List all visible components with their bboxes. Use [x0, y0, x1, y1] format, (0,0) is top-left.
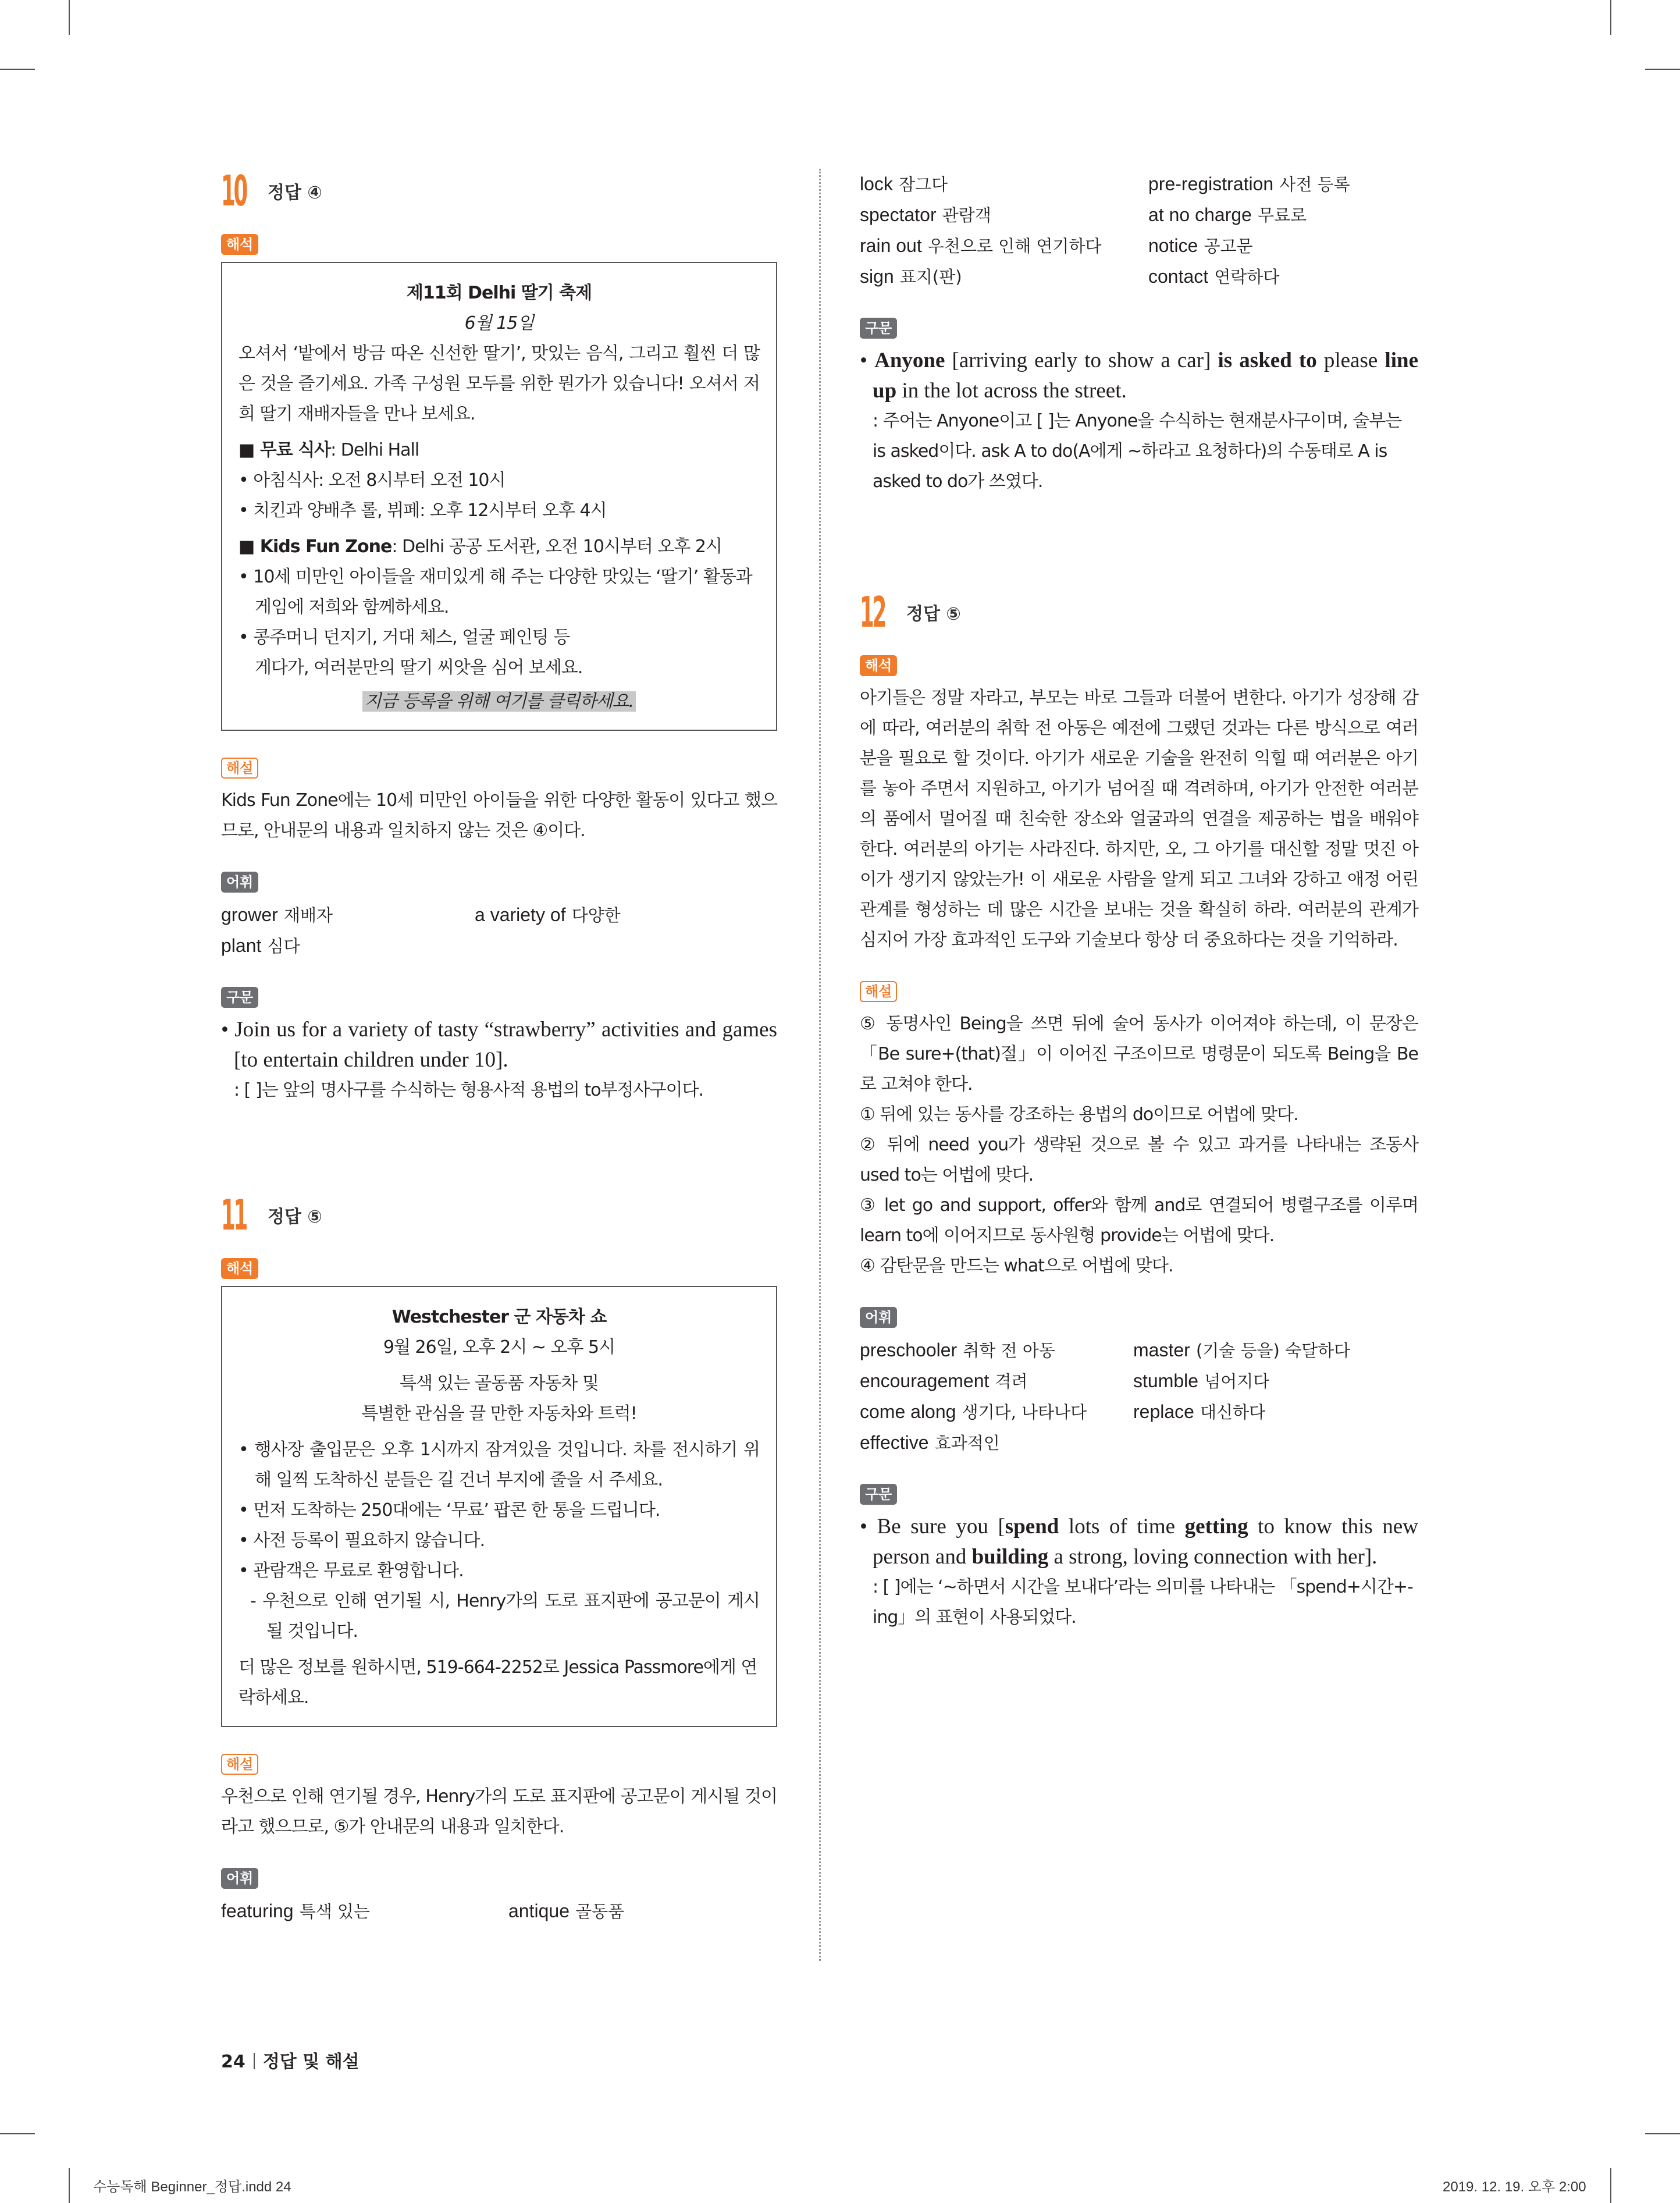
q10-syntax-note: : [ ]는 앞의 명사구를 수식하는 형용사적 용법의 to부정사구이다.	[234, 1080, 703, 1100]
left-column	[221, 166, 777, 1952]
q10-notice-title: 제11회 Delhi 딸기 축제	[406, 283, 592, 303]
q12-explanation-tag: 해설	[860, 981, 897, 1002]
q11-notice-item: • 행사장 출입문은 오후 1시까지 잠겨있을 것입니다. 차를 전시하기 위해 일찍 도착하신 분들은 길 건너 부지에 줄을 서 주세요.	[239, 1440, 760, 1490]
q10-zone-heading: ■ Kids Fun Zone: Delhi 공공 도서관, 오전 10시부터 오후 2시	[239, 536, 722, 557]
crop-mark	[1645, 2133, 1680, 2134]
q12-translation-tag: 해석	[860, 655, 897, 676]
q11-notice-title: Westchester 군 자동차 쇼	[391, 1307, 607, 1327]
q10-notice-intro: 오셔서 ‘밭에서 방금 따온 신선한 딸기’, 맛있는 음식, 그리고 훨씬 더 많은 것을 즐기세요. 가족 구성원 모두를 위한 뭔가가 있습니다! 오셔서 저희 딸기 재배자들을 만나 보세요.	[239, 343, 760, 424]
q11-notice-box	[221, 1286, 777, 1727]
q10-zone-extra: 게다가, 여러분만의 딸기 씨앗을 심어 보세요.	[255, 658, 583, 678]
q12-explanation	[860, 1009, 1418, 1281]
q11-syntax-note: : 주어는 Anyone이고 [ ]는 Anyone을 수식하는 현재분사구이며, 술부는 is asked이다. ask A to do(A에게 ~하라고 요청하다)의 수동태로 A is asked to do가 쓰였다.	[873, 411, 1402, 492]
q11-syntax-sentence: • Anyone [arriving early to show a car] is asked to please line up in the lot across the street.	[860, 349, 1418, 403]
crop-mark	[1610, 0, 1611, 35]
q12-syntax	[860, 1512, 1418, 1633]
footer-section: 정답 및 해설	[262, 2052, 360, 2072]
q10-zone-item: • 10세 미만인 아이들을 재미있게 해 주는 다양한 맛있는 ‘딸기’ 활동과 게임에 저희와 함께하세요.	[239, 567, 752, 617]
q11-notice-subtitle: 특색 있는 골동품 자동차 및	[400, 1373, 599, 1394]
q12-explanation-line: ① 뒤에 있는 동사를 강조하는 용법의 do이므로 어법에 맞다.	[860, 1104, 1298, 1125]
q10-meal-item: • 아침식사: 오전 8시부터 오전 10시	[239, 470, 506, 491]
q11-notice-item: • 관람객은 무료로 환영합니다.	[239, 1561, 464, 1581]
vocab-item: replace 대신하다	[1133, 1401, 1266, 1422]
q12-syntax-sentence: • Be sure you [spend lots of time getting to know this new person and building a strong, loving connection with her].	[860, 1515, 1418, 1569]
page-footer	[221, 2047, 360, 2073]
q10-header	[221, 166, 777, 215]
q12-number: 12	[860, 588, 885, 637]
q11-notice-item: • 사전 등록이 필요하지 않습니다.	[239, 1530, 485, 1551]
q11-notice-subitem: - 우천으로 인해 연기될 시, Henry가의 도로 표지판에 공고문이 게시될 것입니다.	[250, 1591, 760, 1641]
vocab-item: at no charge 무료로	[1148, 204, 1307, 225]
vocab-item: grower 재배자	[221, 904, 333, 925]
q11-translation-tag: 해석	[221, 1258, 258, 1279]
q10-explanation: Kids Fun Zone에는 10세 미만인 아이들을 위한 다양한 활동이 있다고 했으므로, 안내문의 내용과 일치하지 않는 것은 ④이다.	[221, 790, 777, 841]
q10-explanation-tag: 해설	[221, 758, 258, 779]
q12-explanation-line: ⑤ 동명사인 Being을 쓰면 뒤에 술어 동사가 이어져야 하는데, 이 문장은 「Be sure+(that)절」이 이어진 구조이므로 명령문이 되도록 Being을 Be로 고쳐야 한다.	[860, 1014, 1418, 1095]
vocab-item: notice 공고문	[1148, 235, 1253, 256]
q11-vocab-list-a	[221, 1896, 777, 1927]
vocab-item: plant 심다	[221, 935, 300, 956]
q12-syntax-tag: 구문	[860, 1484, 897, 1505]
q11-notice-item: • 먼저 도착하는 250대에는 ‘무료’ 팝콘 한 통을 드립니다.	[239, 1500, 660, 1520]
page-number: 24	[221, 2052, 245, 2072]
q11-explanation-tag: 해설	[221, 1754, 258, 1775]
q11-header	[221, 1193, 777, 1237]
q11-notice-subtitle: 특별한 관심을 끌 만한 자동차와 트럭!	[361, 1403, 637, 1424]
q12-answer: 정답 ⑤	[906, 604, 961, 624]
vocab-item: come along 생기다, 나타나다	[860, 1401, 1087, 1422]
crop-mark	[69, 0, 70, 35]
q11-explanation: 우천으로 인해 연기될 경우, Henry가의 도로 표지판에 공고문이 게시될 것이라고 했으므로, ⑤가 안내문의 내용과 일치한다.	[221, 1786, 777, 1837]
q10-vocab-list	[221, 900, 777, 961]
vocab-item: rain out 우천으로 인해 연기하다	[860, 235, 1102, 256]
q10-notice-box	[221, 262, 777, 731]
q10-syntax	[221, 1015, 777, 1106]
slug-timestamp: 2019. 12. 19. 오후 2:00	[1443, 2179, 1586, 2195]
vocab-item: encouragement 격려	[860, 1370, 1028, 1391]
q10-syntax-tag: 구문	[221, 987, 258, 1008]
q11-syntax-tag: 구문	[860, 318, 897, 339]
crop-mark	[0, 69, 35, 70]
q12-translation: 아기들은 정말 자라고, 부모는 바로 그들과 더불어 변한다. 아기가 성장해 감에 따라, 여러분의 취학 전 아동은 예전에 그랬던 것과는 다른 방식으로 여러분을 필요로 할 것이다. 아기가 새로운 기술을 완전히 익힐 때 여러분은 아기를 놓아 주면서 지원하고, 아기가 넘어질 때 격려하며, 아기가 안전한 여러분의 품에서 멀어질 때 친숙한 장소와 얼굴과의 연결을 제공하는 법을 배워야 한다. 여러분의 아기는 사라진다. 하지만, 오, 그 아기를 대신할 정말 멋진 아이가 생기지 않았는가! 이 새로운 사람을 알게 되고 그녀와 강하고 애정 어린 관계를 형성하는 데 많은 시간을 보내는 것을 확실히 하라. 여러분의 관계가 심지어 가장 효과적인 도구와 기술보다 항상 더 중요하다는 것을 기억하라.	[860, 688, 1418, 950]
slug-filename: 수능독해 Beginner_정답.indd 24	[93, 2179, 291, 2195]
vocab-item: stumble 넘어지다	[1133, 1370, 1270, 1391]
vocab-item: sign 표지(판)	[860, 266, 962, 287]
q12-explanation-line: ③ let go and support, offer와 함께 and로 연결되어 병렬구조를 이루며 learn to에 이어지므로 동사원형 provide는 어법에 맞다.	[860, 1195, 1418, 1246]
q10-number: 10	[221, 166, 246, 215]
q10-syntax-sentence: • Join us for a variety of tasty “strawberry” activities and games [to entertain children under 10].	[221, 1018, 777, 1072]
q11-notice-date: 9월 26일, 오후 2시 ~ 오후 5시	[383, 1337, 615, 1358]
q12-syntax-note: : [ ]에는 ‘~하면서 시간을 보내다’라는 의미를 나타내는 「spend+시간+-ing」의 표현이 사용되었다.	[873, 1577, 1413, 1628]
q11-vocab-list-b	[860, 169, 1418, 292]
q11-vocab-tag: 어휘	[221, 1868, 258, 1889]
q11-number: 11	[221, 1191, 246, 1239]
right-column	[860, 169, 1418, 1658]
vocab-item: antique 골동품	[508, 1900, 625, 1921]
q10-zone-item: • 콩주머니 던지기, 거대 체스, 얼굴 페인팅 등	[239, 627, 570, 648]
vocab-item: a variety of 다양한	[475, 904, 621, 925]
vocab-item: spectator 관람객	[860, 204, 991, 225]
footer-divider	[254, 2053, 255, 2069]
q12-explanation-line: ② 뒤에 need you가 생략된 것으로 볼 수 있고 과거를 나타내는 조동사 used to는 어법에 맞다.	[860, 1135, 1418, 1185]
crop-mark	[69, 2168, 70, 2203]
vocab-item: lock 잠그다	[860, 173, 948, 194]
vocab-item: contact 연락하다	[1148, 266, 1280, 287]
q10-answer: 정답 ④	[268, 183, 322, 203]
vocab-item: pre-registration 사전 등록	[1148, 173, 1350, 194]
q10-translation-tag: 해석	[221, 234, 258, 255]
crop-mark	[0, 2133, 35, 2134]
vocab-item: featuring 특색 있는	[221, 1900, 370, 1921]
q10-meal-heading: ■ 무료 식사: Delhi Hall	[239, 440, 419, 460]
q12-header	[860, 588, 1418, 637]
q12-vocab-list	[860, 1335, 1418, 1458]
q11-notice-contact: 더 많은 정보를 원하시면, 519-664-2252로 Jessica Passmore에게 연락하세요.	[239, 1657, 757, 1708]
q11-syntax	[860, 346, 1418, 497]
q11-answer: 정답 ⑤	[268, 1207, 322, 1227]
q10-notice-date: 6월 15일	[464, 313, 534, 333]
q10-meal-item: • 치킨과 양배추 롤, 뷔페: 오후 12시부터 오후 4시	[239, 500, 607, 521]
column-divider	[819, 169, 821, 1961]
crop-mark	[1645, 69, 1680, 70]
crop-mark	[1610, 2168, 1611, 2203]
q12-explanation-line: ④ 감탄문을 만드는 what으로 어법에 맞다.	[860, 1256, 1173, 1276]
vocab-item: effective 효과적인	[860, 1432, 1000, 1453]
q10-vocab-tag: 어휘	[221, 872, 258, 893]
vocab-item: preschooler 취학 전 아동	[860, 1339, 1055, 1360]
q12-vocab-tag: 어휘	[860, 1307, 897, 1328]
vocab-item: master (기술 등을) 숙달하다	[1133, 1339, 1351, 1360]
q10-register-link: 지금 등록을 위해 여기를 클릭하세요.	[239, 687, 760, 717]
